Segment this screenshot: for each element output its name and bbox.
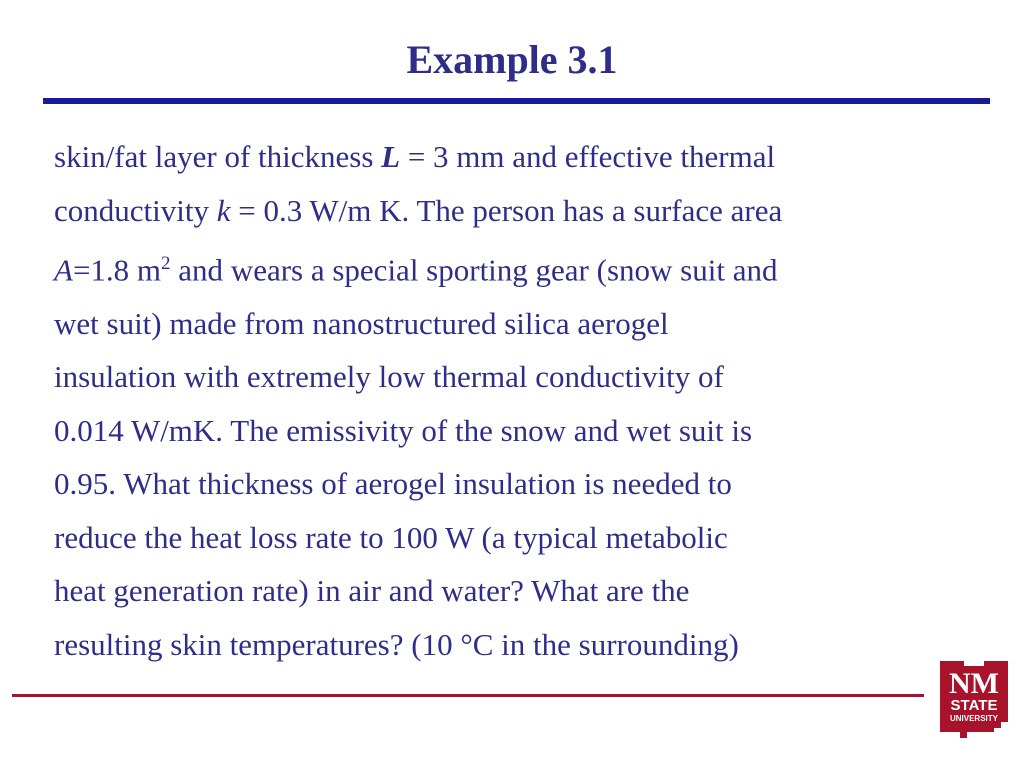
body-line-8: reduce the heat loss rate to 100 W (a typical metabolic bbox=[54, 519, 728, 555]
title-underline bbox=[43, 98, 990, 104]
logo-nm: NM bbox=[949, 667, 999, 700]
body-line-4: wet suit) made from nanostructured silica aerogel bbox=[54, 305, 669, 341]
body-line-9: heat generation rate) in air and water? What are the bbox=[54, 573, 690, 609]
body-line-3: A=1.8 $m^2$ and wears a special sporting gear (snow suit and bbox=[54, 252, 778, 288]
nmsu-logo bbox=[938, 661, 1010, 738]
body-line-5: insulation with extremely low thermal conductivity of bbox=[54, 359, 724, 395]
footer-rule bbox=[12, 694, 924, 697]
slide-title: Example 3.1 bbox=[406, 37, 618, 82]
logo-state: STATE bbox=[950, 697, 998, 714]
body-line-7: 0.95. What thickness of aerogel insulation is needed to bbox=[54, 466, 732, 502]
body-line-10: resulting skin temperatures? (10 °C in the surrounding) bbox=[54, 626, 739, 662]
body-line-6: 0.014 W/mK. The emissivity of the snow and wet suit is bbox=[54, 412, 753, 448]
body-line-2: conductivity k = 0.3 W/m K. The person has a surface area bbox=[54, 192, 783, 228]
body-line-1: skin/fat layer of thickness L = 3 mm and effective thermal bbox=[54, 139, 776, 174]
logo-university: UNIVERSITY bbox=[949, 714, 999, 723]
slide-body bbox=[54, 130, 1004, 671]
